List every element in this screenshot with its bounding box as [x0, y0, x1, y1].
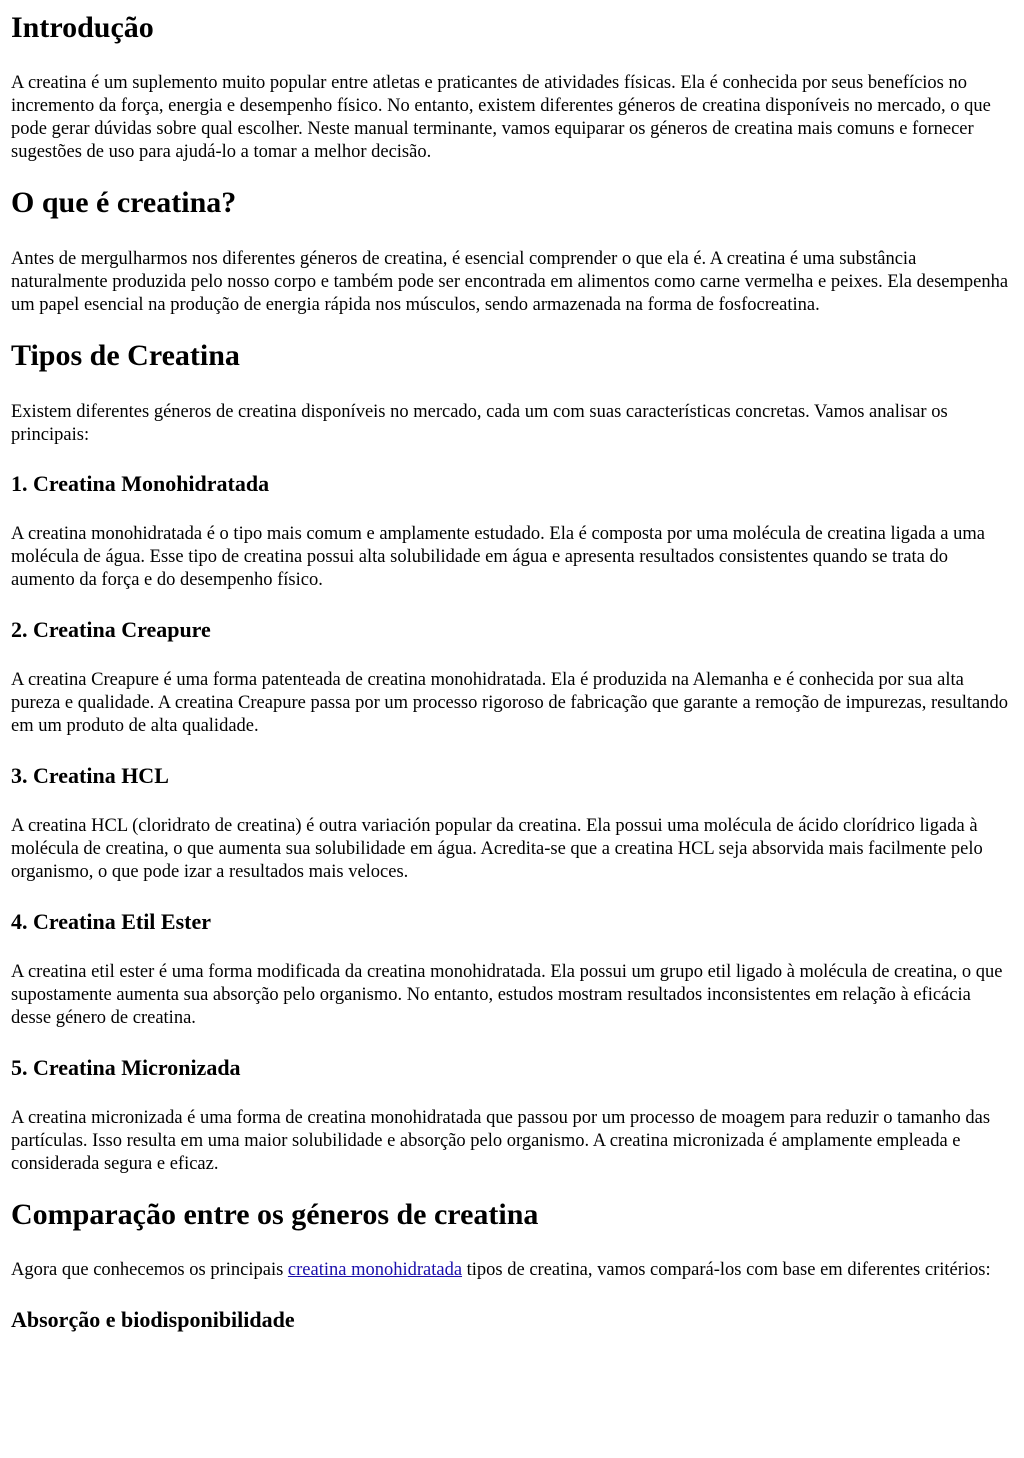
paragraph-creatina-monohidratada: A creatina monohidratada é o tipo mais comum e amplamente estudado. Ela é composta por uma molécula de creatina ligada a uma molécula de água. Esse tipo de creatina possui alta solubilidade em água e apresenta resultados consistentes quando se trata do aumento da força e do desempenho físico. — [11, 524, 985, 590]
paragraph-creatina-etil-ester: A creatina etil ester é uma forma modificada da creatina monohidratada. Ela possui um grupo etil ligado à molécula de creatina, o que supostamente aumenta sua absorção pelo organismo. No entanto, estudos mostram resultados inconsistentes em relação à eficácia desse género de creatina. — [11, 962, 1003, 1028]
heading-creatina-creapure: 2. Creatina Creapure — [11, 617, 211, 642]
paragraph-comparacao-text-after: tipos de creatina, vamos compará-los com base em diferentes critérios: — [462, 1260, 991, 1280]
paragraph-creatina-micronizada: A creatina micronizada é uma forma de creatina monohidratada que passou por um processo de moagem para reduzir o tamanho das partículas. Isso resulta em uma maior solubilidade e absorção pelo organismo. A creatina micronizada é amplamente empleada e considerada segura e eficaz. — [11, 1108, 991, 1174]
heading-comparacao: Comparação entre os géneros de creatina — [11, 1198, 539, 1231]
heading-creatina-etil-ester: 4. Creatina Etil Ester — [11, 909, 212, 934]
paragraph-introducao: A creatina é um suplemento muito popular entre atletas e praticantes de atividades físicas. Ela é conhecida por seus benefícios no incremento da força, energia e desempenho físico. No entanto, existem diferentes géneros de creatina disponíveis no mercado, o que pode gerar dúvidas sobre qual escolher. Neste manual terminante, vamos equiparar os géneros de creatina mais comuns e fornecer sugestões de uso para ajudá-lo a tomar a melhor decisão. — [11, 73, 991, 162]
heading-tipos-de-creatina: Tipos de Creatina — [11, 339, 240, 372]
paragraph-comparacao-text-before: Agora que conhecemos os principais — [11, 1260, 288, 1280]
heading-creatina-micronizada: 5. Creatina Micronizada — [11, 1055, 241, 1080]
paragraph-o-que-e-creatina: Antes de mergulharmos nos diferentes géneros de creatina, é esencial comprender o que ela é. A creatina é uma substância naturalmente produzida pelo nosso corpo e também pode ser encontrada em alimentos como carne vermelha e peixes. Ela desempenha um papel esencial na produção de energia rápida nos músculos, sendo armazenada na forma de fosfocreatina. — [11, 249, 1009, 315]
heading-o-que-e-creatina: O que é creatina? — [11, 186, 237, 219]
heading-absorcao-biodisponibilidade: Absorção e biodisponibilidade — [11, 1307, 295, 1332]
heading-introducao: Introdução — [11, 11, 154, 44]
paragraph-creatina-hcl: A creatina HCL (cloridrato de creatina) é outra variación popular da creatina. Ela possui uma molécula de ácido clorídrico ligada à molécula de creatina, o que aumenta sua solubilidade em água. Acredita-se que a creatina HCL seja absorvida mais facilmente pelo organismo, o que pode izar a resultados mais veloces. — [11, 816, 983, 882]
heading-creatina-hcl: 3. Creatina HCL — [11, 763, 169, 788]
heading-creatina-monohidratada: 1. Creatina Monohidratada — [11, 471, 270, 496]
paragraph-tipos-de-creatina: Existem diferentes géneros de creatina disponíveis no mercado, cada um com suas características concretas. Vamos analisar os principais: — [11, 402, 948, 445]
creatina-monohidratada-link[interactable]: creatina monohidratada — [287, 1260, 463, 1280]
article — [11, 10, 1014, 1334]
paragraph-comparacao — [11, 1259, 1014, 1282]
paragraph-creatina-creapure: A creatina Creapure é uma forma patenteada de creatina monohidratada. Ela é produzida na Alemanha e é conhecida por sua alta pureza e qualidade. A creatina Creapure passa por um processo rigoroso de fabricação que garante a remoção de impurezas, resultando em um produto de alta qualidade. — [11, 670, 1009, 736]
